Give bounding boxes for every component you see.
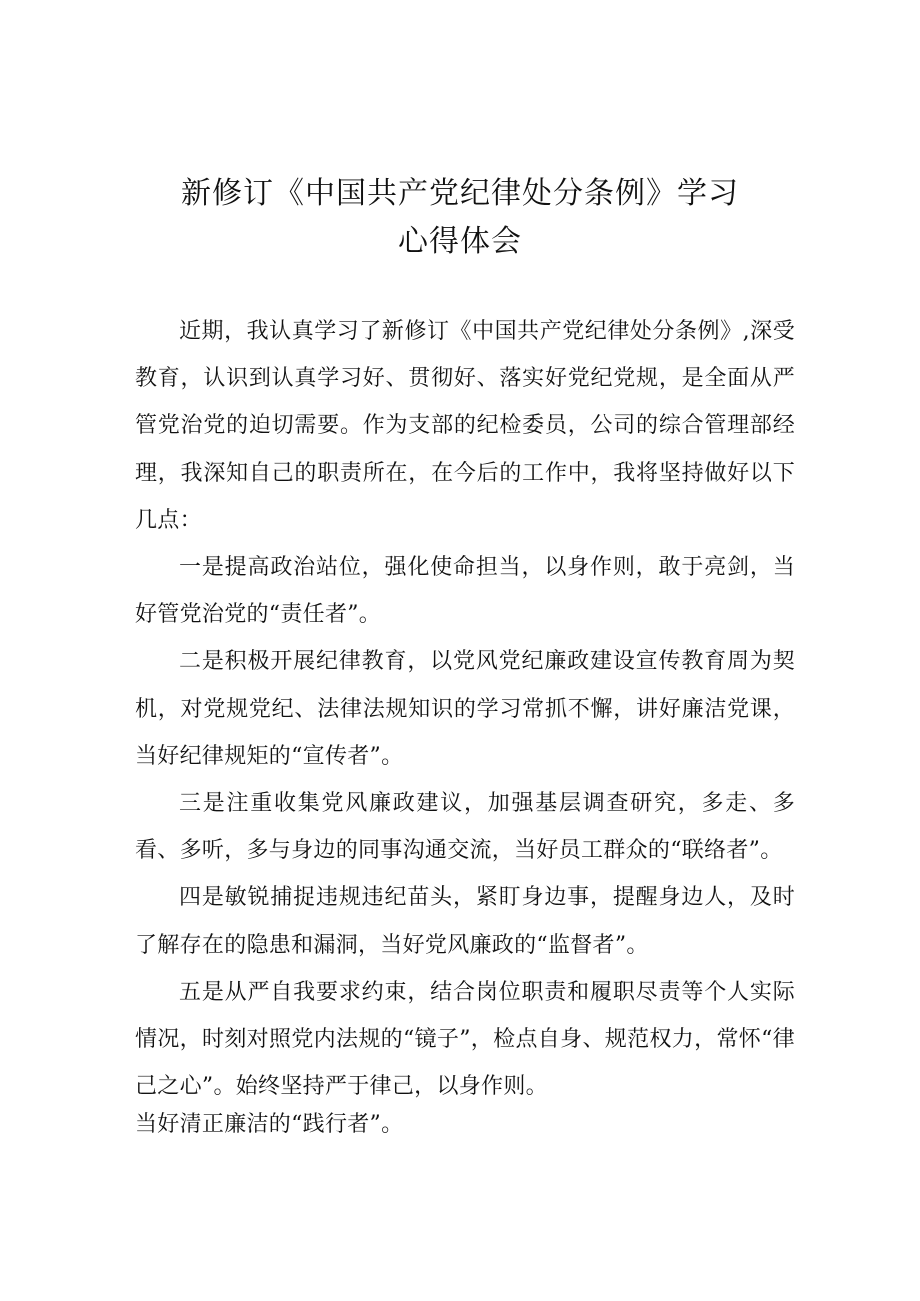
paragraph-intro: 近期，我认真学习了新修订《中国共产党纪律处分条例》,深受教育，认识到认真学习好、贯彻好、落实好党纪党规，是全面从严管党治党的迫切需要。作为支部的纪检委员，公司的综合管理部经理，我深知自己的职责所在，在今后的工作中，我将坚持做好以下几点： [135,319,795,533]
paragraph-point-2: 二是积极开展纪律教育，以党风党纪廉政建设宣传教育周为契机，对党规党纪、法律法规知识的学习常抓不懈，讲好廉洁党课，当好纪律规矩的“宣传者”。 [135,649,795,769]
paragraph-point-1: 一是提高政治站位，强化使命担当，以身作则，敢于亮剑，当好管党治党的“责任者”。 [135,555,795,628]
document-title-line-1: 新修订《中国共产党纪律处分条例》学习 [181,176,739,211]
paragraph-point-4: 四是敏锐捕捉违规违纪苗头，紧盯身边事，提醒身边人，及时了解存在的隐患和漏洞，当好党风廉政的“监督者”。 [135,885,795,958]
document-body [135,308,795,1140]
paragraph-point-3: 三是注重收集党风廉政建议，加强基层调查研究，多走、多看、多听，多与身边的同事沟通交流，当好员工群众的“联络者”。 [135,791,795,864]
paragraph-point-5: 五是从严自我要求约束，结合岗位职责和履职尽责等个人实际情况，时刻对照党内法规的“镜子”，检点自身、规范权力，常怀“律己之心”。始终坚持严于律己，以身作则。 [135,979,795,1100]
paragraph-tail-line: 当好清正廉洁的“践行者”。 [135,1112,404,1138]
document-title-line-2: 心得体会 [398,224,522,259]
